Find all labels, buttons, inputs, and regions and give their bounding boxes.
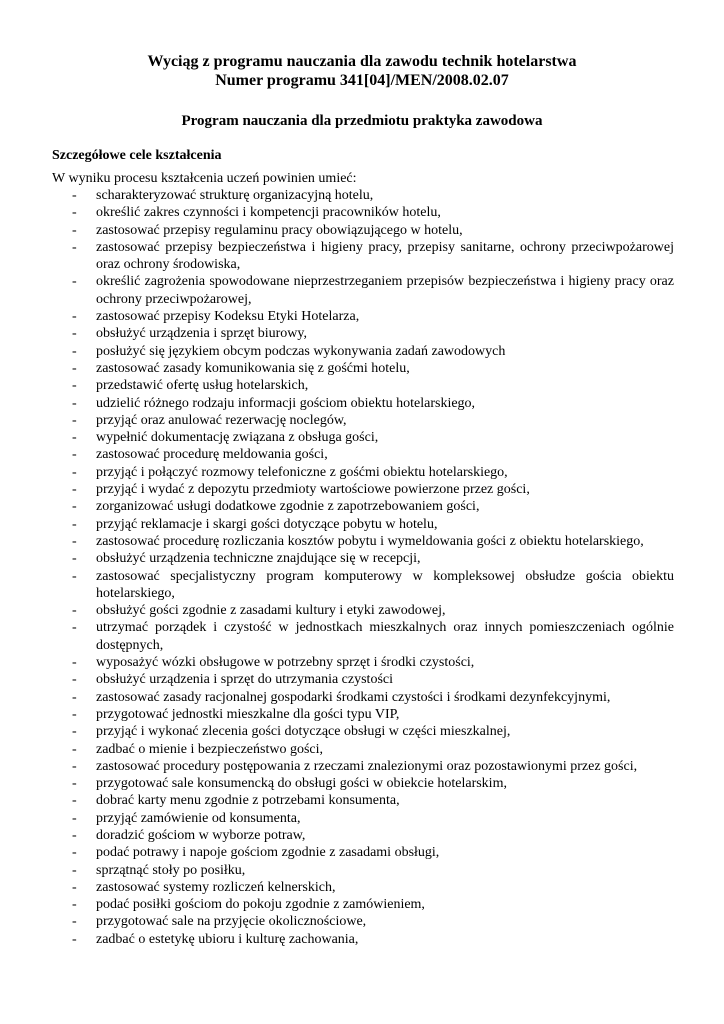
list-item <box>52 844 674 861</box>
intro-text: W wyniku procesu kształcenia uczeń powinien umieć: <box>52 171 357 186</box>
list-item-text: zastosować przepisy bezpieczeństwa i higieny pracy, przepisy sanitarne, ochrony przeciwpożarowej oraz ochrony środowiska, <box>96 239 674 273</box>
bullet-dash: - <box>72 879 77 895</box>
list-item-text: utrzymać porządek i czystość w jednostkach mieszkalnych oraz innych pomieszczeniach ogólnie dostępnych, <box>96 620 674 653</box>
list-item-text: przygotować jednostki mieszkalne dla gości typu VIP, <box>96 706 400 722</box>
list-item <box>52 931 674 948</box>
goals-list <box>52 187 674 948</box>
list-item-text: dobrać karty menu zgodnie z potrzebami konsumenta, <box>96 793 400 809</box>
list-item-text: przyjąć zamówienie od konsumenta, <box>96 810 301 826</box>
list-item-text: doradzić gościom w wyborze potraw, <box>96 827 306 843</box>
bullet-dash: - <box>72 412 77 428</box>
list-item-text: przyjąć i wydać z depozytu przedmioty wartościowe powierzone przez gości, <box>96 482 530 498</box>
list-item-text: zastosować zasady racjonalnej gospodarki środkami czystości i środkami dezynfekcyjnymi, <box>96 689 611 705</box>
list-item-text: przyjąć reklamacje i skargi gości dotyczące pobytu w hotelu, <box>96 516 438 532</box>
bullet-dash: - <box>72 758 77 774</box>
list-item-text: obsłużyć gości zgodnie z zasadami kultury i etyki zawodowej, <box>96 603 446 619</box>
list-item <box>52 464 674 481</box>
list-item-text: przyjąć i wykonać zlecenia gości dotyczące obsługi w części mieszkalnej, <box>96 724 511 740</box>
list-item <box>52 913 674 930</box>
list-item <box>52 343 674 360</box>
list-item-text: wyposażyć wózki obsługowe w potrzebny sprzęt i środki czystości, <box>96 655 475 671</box>
bullet-dash: - <box>72 793 77 809</box>
list-item <box>52 741 674 758</box>
list-item <box>52 204 674 221</box>
list-item <box>52 689 674 706</box>
list-item <box>52 827 674 844</box>
bullet-dash: - <box>72 655 77 671</box>
bullet-dash: - <box>72 274 77 290</box>
bullet-dash: - <box>72 827 77 843</box>
list-item <box>52 862 674 879</box>
bullet-dash: - <box>72 309 77 325</box>
list-item-text: wypełnić dokumentację związana z obsługa gości, <box>96 430 379 446</box>
list-item <box>52 654 674 671</box>
list-item <box>52 792 674 809</box>
list-item-text: zadbać o estetykę ubioru i kulturę zachowania, <box>96 931 359 947</box>
list-item <box>52 568 674 603</box>
list-item <box>52 187 674 204</box>
list-item <box>52 810 674 827</box>
list-item-text: zastosować przepisy Kodeksu Etyki Hotelarza, <box>96 309 360 325</box>
bullet-dash: - <box>72 222 77 238</box>
list-item <box>52 222 674 239</box>
list-item-text: podać posiłki gościom do pokoju zgodnie z zamówieniem, <box>96 897 425 913</box>
list-item-text: zastosować systemy rozliczeń kelnerskich, <box>96 879 336 895</box>
list-item <box>52 395 674 412</box>
bullet-dash: - <box>72 499 77 515</box>
list-item-text: określić zakres czynności i kompetencji pracowników hotelu, <box>96 205 441 221</box>
list-item-text: zastosować procedurę meldowania gości, <box>96 447 328 463</box>
list-item <box>52 412 674 429</box>
document-title: Wyciąg z programu nauczania dla zawodu technik hotelarstwa <box>147 53 577 70</box>
list-item-text: obsłużyć urządzenia i sprzęt biurowy, <box>96 326 307 342</box>
list-item-text: scharakteryzować strukturę organizacyjną hotelu, <box>96 188 374 203</box>
list-item <box>52 602 674 619</box>
list-item <box>52 671 674 688</box>
list-item-text: zastosować specjalistyczny program komputerowy w kompleksowej obsłudze gościa obiektu hotelarskiego, <box>96 568 674 601</box>
bullet-dash: - <box>72 741 77 757</box>
bullet-dash: - <box>72 533 77 549</box>
bullet-dash: - <box>72 672 77 688</box>
list-item-text: zastosować procedurę rozliczania kosztów pobytu i wymeldowania gości z obiektu hotelarskiego, <box>96 533 644 549</box>
bullet-dash: - <box>72 810 77 826</box>
bullet-dash: - <box>72 239 77 255</box>
bullet-dash: - <box>72 205 77 221</box>
list-item <box>52 498 674 515</box>
list-item-text: zorganizować usługi dodatkowe zgodnie z zapotrzebowaniem gości, <box>96 499 480 515</box>
bullet-dash: - <box>72 724 77 740</box>
list-item <box>52 896 674 913</box>
bullet-dash: - <box>72 447 77 463</box>
bullet-dash: - <box>72 897 77 913</box>
list-item <box>52 775 674 792</box>
bullet-dash: - <box>72 188 77 203</box>
list-item <box>52 429 674 446</box>
bullet-dash: - <box>72 568 77 584</box>
bullet-dash: - <box>72 430 77 446</box>
bullet-dash: - <box>72 845 77 861</box>
bullet-dash: - <box>72 378 77 394</box>
list-item-text: udzielić różnego rodzaju informacji gościom obiektu hotelarskiego, <box>96 395 476 411</box>
list-item-text: przyjąć i połączyć rozmowy telefoniczne z gośćmi obiektu hotelarskiego, <box>96 464 508 480</box>
bullet-dash: - <box>72 360 77 376</box>
list-item <box>52 550 674 567</box>
list-item <box>52 533 674 550</box>
bullet-dash: - <box>72 482 77 498</box>
bullet-dash: - <box>72 620 77 636</box>
list-item-text: zadbać o mienie i bezpieczeństwo gości, <box>96 741 324 757</box>
list-item-text: przyjąć oraz anulować rezerwację noclegów, <box>96 412 347 428</box>
bullet-dash: - <box>72 914 77 930</box>
list-item-text: obsłużyć urządzenia techniczne znajdujące się w recepcji, <box>96 551 421 567</box>
list-item <box>52 758 674 775</box>
list-item <box>52 879 674 896</box>
bullet-dash: - <box>72 706 77 722</box>
program-number: Numer programu 341[04]/MEN/2008.02.07 <box>215 72 509 89</box>
list-item <box>52 706 674 723</box>
list-item <box>52 308 674 325</box>
bullet-dash: - <box>72 343 77 359</box>
list-item-text: przedstawić ofertę usług hotelarskich, <box>96 378 309 394</box>
list-item-text: zastosować procedury postępowania z rzeczami znalezionymi oraz pozostawionymi przez gości, <box>96 758 638 774</box>
list-item-text: sprzątnąć stoły po posiłku, <box>96 862 246 878</box>
list-item-text: zastosować przepisy regulaminu pracy obowiązującego w hotelu, <box>96 222 463 238</box>
list-item-text: przygotować sale na przyjęcie okolicznościowe, <box>96 914 367 930</box>
document-subtitle: Program nauczania dla przedmiotu praktyka zawodowa <box>181 113 543 129</box>
list-item-text: obsłużyć urządzenia i sprzęt do utrzymania czystości <box>96 672 393 688</box>
list-item <box>52 273 674 308</box>
list-item-text: przygotować sale konsumencką do obsługi gości w obiekcie hotelarskim, <box>96 776 507 792</box>
bullet-dash: - <box>72 689 77 705</box>
list-item-text: posłużyć się językiem obcym podczas wykonywania zadań zawodowych <box>96 343 506 359</box>
list-item <box>52 481 674 498</box>
bullet-dash: - <box>72 326 77 342</box>
list-item <box>52 516 674 533</box>
bullet-dash: - <box>72 516 77 532</box>
list-item <box>52 619 674 654</box>
list-item <box>52 360 674 377</box>
bullet-dash: - <box>72 862 77 878</box>
list-item-text: określić zagrożenia spowodowane nieprzestrzeganiem przepisów bezpieczeństwa i higieny pracy oraz ochrony przeciwpożarowej, <box>96 274 674 307</box>
list-item-text: podać potrawy i napoje gościom zgodnie z zasadami obsługi, <box>96 845 440 861</box>
list-item <box>52 239 674 274</box>
bullet-dash: - <box>72 395 77 411</box>
bullet-dash: - <box>72 776 77 792</box>
list-item <box>52 723 674 740</box>
bullet-dash: - <box>72 603 77 619</box>
bullet-dash: - <box>72 931 77 947</box>
section-heading: Szczegółowe cele kształcenia <box>52 148 222 163</box>
list-item <box>52 446 674 463</box>
bullet-dash: - <box>72 464 77 480</box>
list-item <box>52 377 674 394</box>
list-item <box>52 325 674 342</box>
list-item-text: zastosować zasady komunikowania się z gośćmi hotelu, <box>96 360 410 376</box>
bullet-dash: - <box>72 551 77 567</box>
